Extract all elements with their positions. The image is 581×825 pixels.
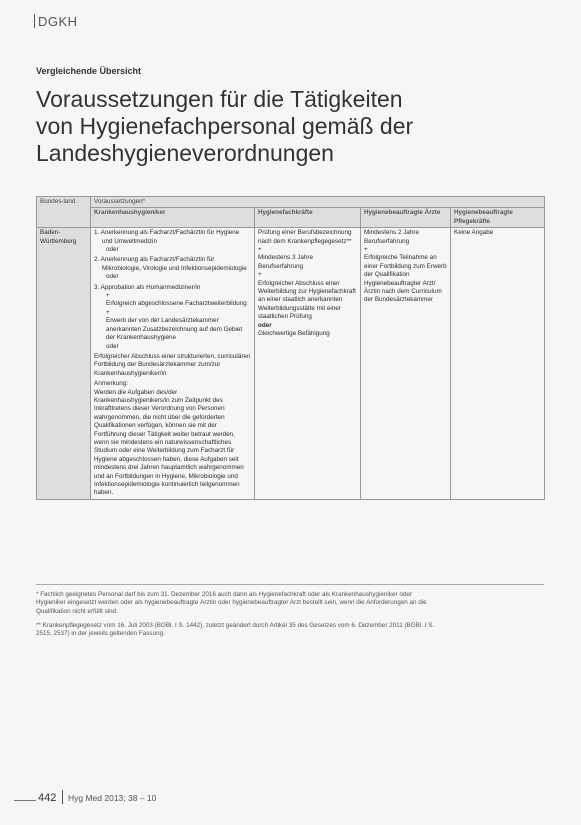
header-hygienebeauftragte-pflegekraefte: Hygienebeauftragte Pflegekräfte — [451, 208, 545, 228]
cell-hygienebeauftragte-aerzte — [361, 228, 451, 500]
title-line-3: Landeshygieneverordnungen — [36, 140, 334, 166]
footnote-1 — [36, 591, 544, 616]
header-voraussetzungen: Voraussetzungen* — [91, 197, 545, 208]
kh-or-1: oder — [106, 246, 119, 254]
title-line-2: von Hygienefachpersonal gemäß der — [36, 113, 414, 139]
page-title — [36, 86, 556, 167]
requirements-table — [36, 196, 545, 500]
kh-or-2: oder — [106, 273, 119, 281]
footnote-2-line-2: 2515, 2537) in der jeweils geltenden Fassung. — [36, 630, 165, 638]
hba-a: Mindestens 2 Jahre Berufserfahrung — [364, 229, 419, 245]
footnote-1-line-2: Hygieniker eingesetzt werden oder als hygienebeauftragte Ärztin oder hygienebeauftragter Arzt bestellt sein, wenn die Anforderungen an die — [36, 599, 427, 607]
header-krankenhaushygieniker: Krankenhaushygieniker — [91, 208, 255, 228]
kh-or-3: oder — [106, 342, 119, 350]
kh-note: Werden die Aufgaben des/der Krankenhaushygienikers/in zum Zeitpunkt des Inkrafttretens dieser Verordnung von Personen wahrgenommen, die nicht über die geforderten Qualifikationen verfügen, können sie mit der Fortführung dieser Tätigkeit weiter betraut werden, wenn sie mindestens ein naturwissenschaftliches Studium oder eine Weiterbildung zum Facharzt für Hygiene abgeschlossen haben, diese Aufgaben seit mindestens drei Jahren hauptamtlich wahrgenommen und an Fortbildungen in Hygiene, Mikrobiologie und Infektionsepidemiologie kontinuierlich teilgenommen haben. — [94, 388, 244, 497]
journal-brand — [34, 14, 78, 29]
footnote-divider — [36, 584, 544, 585]
hba-plus: + — [364, 246, 368, 254]
cell-hygienebeauftragte-pflegekraefte: Keine Angabe — [451, 228, 545, 500]
hfk-d: Gleichwertige Befähigung — [258, 330, 330, 338]
cell-land: Baden-Württemberg — [37, 228, 91, 500]
kh-plus-1: + — [106, 292, 110, 300]
cell-krankenhaushygieniker — [91, 228, 255, 500]
hfk-a: Prüfung einer Berufsbezeichnung nach dem Krankenpflegegesetz** — [258, 229, 352, 245]
table-header-row — [37, 197, 545, 208]
kh-note-title: Anmerkung: — [94, 380, 128, 388]
hfk-b: Mindestens 3 Jahre Berufserfahrung — [258, 254, 313, 270]
footnote-1-line-1: * Fachlich geeignetes Personal darf bis zum 31. Dezember 2016 auch dann als Hygienefachkraft oder als Krankenhaushygieniker oder — [36, 591, 412, 598]
header-hygienefachkraefte: Hygienefachkräfte — [255, 208, 361, 228]
title-line-1: Voraussetzungen für die Tätigkeiten — [36, 86, 403, 112]
brand-text: DGKH — [38, 14, 78, 29]
header-hygienebeauftragte-aerzte: Hygienebeauftragte Ärzte — [361, 208, 451, 228]
hfk-or: oder — [258, 321, 272, 329]
kh-plus-2: + — [106, 308, 110, 316]
footer-rule — [14, 800, 36, 801]
table-subheader-row — [37, 208, 545, 228]
kh-item-3a: Erfolgreich abgeschlossene Facharztweiterbildung — [106, 300, 247, 308]
page-number: 442 — [38, 792, 57, 804]
hfk-plus-2: + — [258, 271, 262, 279]
hfk-c: Erfolgreicher Abschluss einer Weiterbildung zur Hygienefachkraft an einer staatlich anerkannten Weiterbildungsstätte mit einer staatlichen Prüfung — [258, 279, 356, 321]
section-label: Vergleichende Übersicht — [36, 66, 142, 76]
cell-hygienefachkraefte — [255, 228, 361, 500]
footer-bar — [62, 790, 63, 804]
kh-item-1: 1. Anerkennung als Facharzt/Fachärztin für Hygiene und Umweltmedizin — [94, 229, 240, 245]
brand-bar — [34, 14, 35, 28]
kh-item-3b: Erwerb der von der Landesärztekammer anerkannten Zusatzbezeichnung auf dem Gebiet der Krankenhaushygiene — [106, 317, 243, 342]
hba-b: Erfolgreiche Teilnahme an einer Fortbildung zum Erwerb der Qualifikation Hygienebeauftragter Arzt/Ärztin nach dem Curriculum der Bundesärztekammer — [364, 254, 447, 304]
journal-citation: Hyg Med 2013; 38 – 10 — [68, 793, 157, 803]
footnote-2-line-1: ** Krankenpflegegesetz vom 16. Juli 2003 (BGBl. I S. 1442), zuletzt geändert durch Artikel 35 des Gesetzes vom 6. Dezember 2011 (BGBl. I S. — [36, 622, 435, 629]
footnote-1-line-3: Qualifikation nicht erfüllt sind. — [36, 607, 118, 615]
kh-item-4: Erfolgreicher Abschluss einer strukturierten, curriculären Fortbildung der Bundesärztekammer zum/zur Krankenhaushygieniker/in — [94, 352, 251, 377]
table-row — [37, 228, 545, 500]
kh-item-2: 2. Anerkennung als Facharzt/Fachärztin für Mikrobiologie, Virologie und Infektionsepidemiologie — [94, 256, 247, 272]
hfk-plus-1: + — [258, 246, 262, 254]
footnote-2 — [36, 622, 544, 639]
header-bundesland: Bundes-land — [37, 197, 91, 228]
kh-item-3: 3. Approbation als Humanmediziner/in — [94, 283, 201, 291]
